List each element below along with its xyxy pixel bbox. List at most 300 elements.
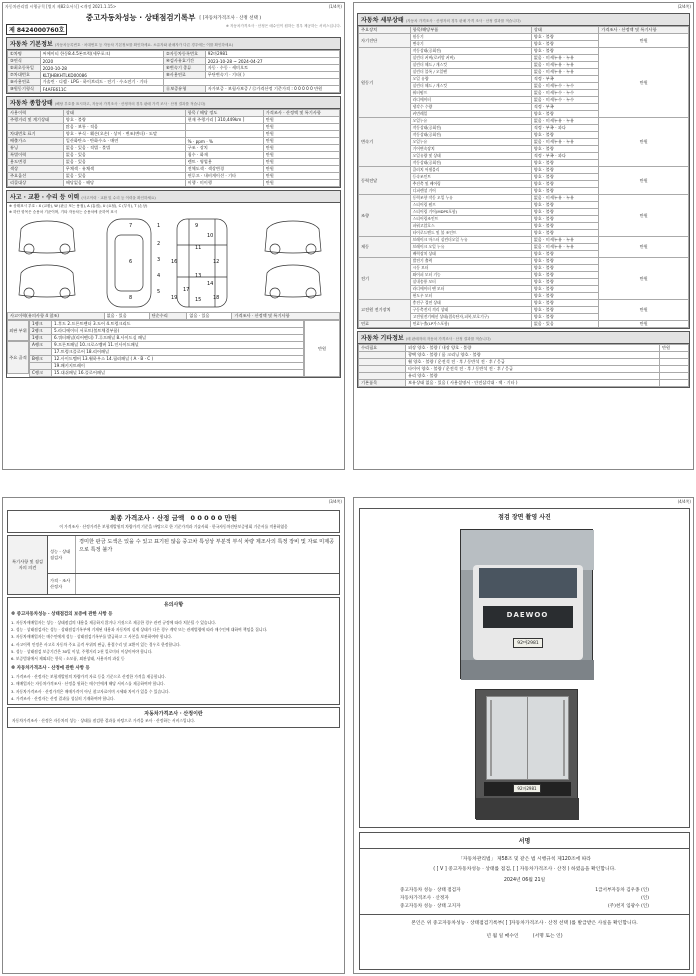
car-left-bottom-icon — [19, 265, 75, 298]
table-row — [8, 58, 340, 65]
truck-rear-photo — [475, 689, 578, 819]
table-row — [8, 79, 340, 86]
detail-item: 동력조향 작동 오일 누유 — [410, 195, 531, 202]
detail-item: 오일유량 및 상태 — [410, 153, 531, 160]
signer-role: 중고자동차 성능 · 상태 점검자 — [400, 888, 461, 893]
detail-state: 양호 · 불량 — [531, 209, 599, 216]
detail-item: 스티어링 펌프 — [410, 202, 531, 209]
rank-label: B랭크 — [30, 356, 52, 363]
detail-item: 실린더 블록 / 오일팬 — [410, 69, 531, 76]
part-number-label: 19 — [171, 295, 178, 301]
accident-note2: ※ 하단 항목은 승용차 기준이며, 기타 자동차는 승용차에 준하여 표시 — [9, 210, 118, 214]
detail-state: 적정 · 부족 — [531, 104, 599, 111]
notice-head: 유의사항 — [163, 602, 184, 608]
part-number-label: 16 — [171, 259, 178, 265]
notice-item: 5. 성능 · 상태점검 보증기간은 30일 이상, 주행거리 2천 킬로미터 이상이어야 합니다. — [11, 648, 153, 654]
detail-head: 자동차 세부상태 — [361, 17, 404, 24]
other-label: 기본품목 — [359, 380, 406, 387]
table-row — [359, 258, 689, 265]
table-row — [30, 328, 304, 335]
page-number: (2/4쪽) — [677, 4, 691, 9]
overall-item: 주행거리 및 계기상태 — [8, 117, 64, 124]
basic-label: ⑦차대번호 — [8, 72, 41, 79]
part-number-label: 18 — [213, 295, 220, 301]
detail-state: 양호 · 불량 — [531, 216, 599, 223]
overall-item: 차대번호 표기 — [8, 131, 64, 138]
detail-item: 작동상태(공회전) — [410, 160, 531, 167]
part-number-label: 3 — [157, 257, 161, 263]
table-row — [8, 131, 340, 138]
accident-history-label: 사고이력(유의사항 4 참조) — [8, 313, 105, 320]
accident-note: (사고이력 · 교환 및 수리 등 이력을 확인하세요) — [81, 196, 156, 200]
signature-date: 2024년 06월 21일 — [503, 878, 546, 883]
accident-legend: ※ 상태표시 부호 : X (교환), W (판금 또는 용접), A (흠집), U (요철), C (부식), T (손상) — [9, 204, 148, 208]
basic-label: ⑩원동기형식 — [8, 86, 41, 93]
signature-head: 서명 — [360, 833, 689, 849]
basic-value: 씨에이티 한동8.4.5톤트럭(세무포크) — [40, 51, 163, 58]
special-section — [7, 535, 340, 595]
detail-item: 오일누유 — [410, 139, 531, 146]
detail-state: 없음 · 미세누유 · 누유 — [531, 118, 599, 125]
accident-history-value: 없음 · 있음 — [104, 313, 149, 320]
detail-group-label: 제동 — [359, 237, 411, 258]
basic-value: 2020-10-28 — [40, 65, 163, 72]
title-option: [ ]자동차가격조사 · 산정 선택 ) — [199, 15, 262, 21]
basic-value: 92마2981 — [205, 51, 339, 58]
detail-group-label: 연료 — [359, 321, 411, 328]
table-row — [30, 321, 304, 328]
overall-state: 없음 · 있음 — [63, 152, 185, 159]
detail-item: 실내송풍 모터 — [410, 279, 531, 286]
table-row — [8, 117, 340, 124]
other-value: 광택 양호 · 불량 / 룸 크리닝 양호 · 불량 — [405, 352, 659, 359]
detail-price: 만원 — [599, 237, 689, 258]
overall-price: 만원 — [263, 145, 339, 152]
overall-price: 만원 — [263, 124, 339, 131]
basic-info-note: (자동차등록번호 · 차대번호 등 자동차 기본정보를 확인하세요. 소유자와 판매자가 다른 경우에는 이를 확인하세요) — [54, 43, 234, 47]
overall-detail: 구조 · 장치 — [185, 145, 263, 152]
buyer-signature: (서명 또는 인) — [532, 934, 563, 939]
detail-item: 타이로드엔드 및 볼 조인트 — [410, 230, 531, 237]
table-row — [359, 48, 689, 55]
detail-state: 없음 · 미세누유 · 누유 — [531, 244, 599, 251]
part-number-label: 11 — [195, 245, 202, 251]
other-info-head: 자동차 기타정보 — [361, 335, 404, 342]
detail-state: 양호 · 불량 — [531, 34, 599, 41]
table-header-row — [359, 27, 689, 34]
detail-state: 없음 · 있음 — [531, 321, 599, 328]
rank-label: C랭크 — [30, 370, 52, 377]
column-header: 주요장치 — [359, 27, 411, 34]
accident-section — [6, 190, 341, 378]
overall-price: 만원 — [263, 159, 339, 166]
detail-state: 양호 · 불량 — [531, 48, 599, 55]
detail-item: 라디에이터 팬 모터 — [410, 286, 531, 293]
detail-item: 오일 유량 — [410, 76, 531, 83]
car-frame-view-icon — [177, 219, 227, 307]
overall-state: 없음 · 있음 — [63, 159, 185, 166]
signer-role: 자동차가격조사 · 산정자 — [400, 896, 449, 901]
column-header: 사용이력 — [8, 110, 64, 117]
notice1-head: ※ 중고자동차성능 · 상태점검의 보증에 관한 사항 등 — [11, 612, 113, 617]
overall-item — [8, 124, 64, 131]
detail-price: 만원 — [599, 167, 689, 195]
part-number-label: 2 — [157, 241, 161, 247]
table-row — [8, 72, 340, 79]
detail-state: 양호 · 불량 — [531, 167, 599, 174]
rank-label: 1랭크 — [30, 321, 52, 328]
basic-value — [164, 79, 340, 86]
final-price-section — [7, 510, 340, 533]
table-row — [359, 380, 689, 387]
rank-label: 2랭크 — [30, 328, 52, 335]
detail-state: 양호 · 불량 — [531, 307, 599, 314]
basic-label: ④검사유효기간 — [164, 58, 206, 65]
perf-inspector-text: 경미한 판금 도색은 있을 수 있고 표기된 않음 중고차 특성상 부분적 부식 차량 제조사의 특정 장비 및 자료 미제공으로 특정 불가 — [79, 539, 335, 553]
detail-price: 만원 — [599, 48, 689, 118]
accident-head: 사고 · 교환 · 수리 등 이력 — [10, 194, 80, 201]
photo-head: 점검 장면 촬영 사진 — [498, 514, 551, 521]
detail-group-label: 조향 — [359, 195, 411, 237]
other-price — [659, 352, 688, 359]
other-price — [659, 359, 688, 366]
detail-state: 적정 · 부족 — [531, 76, 599, 83]
column-header: 상태 — [531, 27, 599, 34]
overall-detail: 썬루프 · 내비게이션 · 기타 — [185, 173, 263, 180]
basic-label: ③연식 — [8, 58, 41, 65]
detail-item: 클러치 어셈블리 — [410, 167, 531, 174]
column-header: 상태 — [63, 110, 185, 117]
detail-item: 배력장치 상태 — [410, 251, 531, 258]
rank-parts: 17.트렁크플로어 18.리어패널 — [52, 349, 304, 356]
table-row — [8, 159, 340, 166]
detail-item: 디퍼렌셜 기어 — [410, 188, 531, 195]
basic-label: ②자동차등록번호 — [164, 51, 206, 58]
detail-item: 등속조인트 — [410, 174, 531, 181]
final-price-note: 이 가격조사 · 산정가격은 보험개발원의 차량가격 기준을 바탕으로 한 기준가격과 기술사회 · 한국자동차진단보증협회 기준서를 적용하였음 — [59, 524, 288, 529]
rank-label — [30, 363, 52, 370]
detail-state: 없음 · 미세누수 · 누수 — [531, 90, 599, 97]
detail-state: 양호 · 불량 — [531, 300, 599, 307]
notice-item: 1. 자동차매매업자는 성능 · 상태점검의 내용을 제공하지 않거나 거짓으로 제공한 경우 관련 규정에 따라 처분될 수 있습니다. — [11, 620, 217, 625]
detail-state: 양호 · 불량 — [531, 146, 599, 153]
part-number-label: 12 — [213, 259, 220, 265]
overall-item: 용도변경 — [8, 159, 64, 166]
table-row — [359, 195, 689, 202]
detail-item: 브레이크 마스터 실린더오일 누유 — [410, 237, 531, 244]
column-header: 항목/해당부품 — [410, 27, 531, 34]
main-frame-label: 주요 골격 — [7, 341, 29, 374]
other-label — [359, 359, 406, 366]
simple-repair-value: 없음 · 있음 — [187, 313, 232, 320]
detail-state: 양호 · 불량 — [531, 265, 599, 272]
appraisal-info-text: 자동차가격조사 · 산정은 자동차의 성능 · 상태를 점검한 결과를 바탕으로 가격을 조사 · 산정하는 서비스입니다. — [12, 718, 196, 724]
overall-price: 만원 — [263, 152, 339, 159]
detail-section — [357, 13, 690, 329]
basic-label: ①차명 — [8, 51, 41, 58]
detail-state: 양호 · 불량 — [531, 202, 599, 209]
table-row — [359, 321, 689, 328]
detail-item: 실린더 헤드 / 개스킷 — [410, 62, 531, 69]
overall-state: 무채색 · 유채색 — [63, 166, 185, 173]
table-row — [30, 335, 304, 342]
detail-state: 양호 · 불량 — [531, 174, 599, 181]
detail-group-label: 전기 — [359, 258, 411, 300]
overall-price: 만원 — [263, 180, 339, 187]
detail-state: 양호 · 불량 — [531, 286, 599, 293]
rank-parts: 12.사이드멤버 13.휠하우스 14.필러패널 ( A · B · C ) — [52, 356, 304, 363]
other-info-section — [357, 331, 690, 388]
column-header: 가격조사 · 산정액 및 특기사항 — [599, 27, 689, 34]
table-row — [30, 356, 304, 363]
detail-item: 연료누출(LP가스포함) — [410, 321, 531, 328]
rank-parts: 15.대쉬패널 16.플로어패널 — [52, 370, 304, 377]
other-label — [359, 373, 406, 380]
page-1 — [2, 2, 345, 470]
table-row — [359, 118, 689, 125]
basic-label: ⑪보증유형 — [164, 86, 206, 93]
table-row — [359, 345, 689, 352]
final-price-value: 0 0 0 0 0 만원 — [190, 514, 238, 522]
detail-item: 작동상태(공회전) — [410, 48, 531, 55]
car-diagram — [7, 215, 342, 311]
signer-name: 1급서부자동차 김우종 (인) — [595, 888, 649, 893]
detail-state: 양호 · 불량 — [531, 188, 599, 195]
basic-value: 무단변속기 · 기타( ) — [205, 72, 339, 79]
basic-label: ⑨사용연료 — [8, 79, 41, 86]
part-number-label: 8 — [129, 295, 133, 301]
car-left-top-icon — [19, 221, 75, 254]
document-number: 제 8424000760호 — [6, 24, 67, 35]
detail-item: 윈도우 모터 — [410, 293, 531, 300]
car-right-top-icon — [265, 221, 321, 254]
table-row — [359, 237, 689, 244]
rank-label: 1랭크 — [30, 335, 52, 342]
notice-item: 6. 보증범위에서 제외되는 항목 : 소모품, 외관상태, 사용자의 과실 등 — [11, 656, 125, 662]
overall-detail: 침수 · 화재 — [185, 152, 263, 159]
table-header-row — [8, 110, 340, 117]
rank-parts: 9.프론트패널 10.크로스멤버 11.인사이드패널 — [52, 342, 304, 349]
overall-detail — [185, 124, 263, 131]
other-info-table — [358, 344, 689, 387]
detail-item: 냉각수 수량 — [410, 104, 531, 111]
overall-state: 많음 · 보통 · 적음 — [63, 124, 185, 131]
page-number: (3/4쪽) — [328, 499, 342, 504]
basic-value: 가솔린 · 디젤 · LPG · 하이브리드 · 전기 · 수소전기 · 기타 — [40, 79, 163, 86]
page-number: (1/4쪽) — [328, 4, 342, 9]
notice-item: 3. 자동차매매업자는 매수인에게 성능 · 상태점검기록부를 발급하고 그 사본을 보관하여야 합니다. — [11, 634, 173, 640]
detail-state: 없음 · 미세누유 · 누유 — [531, 139, 599, 146]
overall-detail: 이행 · 미이행 — [185, 180, 263, 187]
overall-item: 주요옵션 — [8, 173, 64, 180]
notice-item: 1. 가격조사 · 산정자는 보험개발원의 차량가격 자료 등을 기준으로 산정한 가격을 제공합니다. — [11, 674, 167, 680]
notice-item: 4. 가격조사 · 산정자는 산정 결과를 성실히 기재하여야 합니다. — [11, 695, 115, 701]
detail-state: 양호 · 불량 — [531, 132, 599, 139]
overall-state: 없음 · 있음 · 적법 · 불법 — [63, 145, 185, 152]
signature-section — [359, 832, 690, 970]
detail-state: 양호 · 불량 — [531, 314, 599, 321]
signer-row — [360, 894, 689, 902]
overall-price: 만원 — [263, 166, 339, 173]
part-number-label: 1 — [157, 223, 161, 229]
detail-state: 없음 · 미세누수 · 누수 — [531, 97, 599, 104]
overall-detail: 전체도색 · 색상변경 — [185, 166, 263, 173]
part-number-label: 13 — [195, 273, 202, 279]
detail-item: 고전원전기배선 상태(접속단자,피복,보호기구) — [410, 314, 531, 321]
overall-price: 만원 — [263, 131, 339, 138]
column-header: 항목 / 해당 정도 — [185, 110, 263, 117]
table-row — [30, 363, 304, 370]
table-row — [8, 124, 340, 131]
other-value: 유리 양호 · 불량 — [405, 373, 659, 380]
license-plate-front: 92마2981 — [513, 638, 543, 648]
notice-item: 4. 사고이력 인정은 사고로 자동차 주요 골격 부위의 판금, 용접수리 및 교환이 있는 경우로 한정합니다. — [11, 641, 181, 647]
overall-detail: 현재 주행거리 [ 310,449km ] — [185, 117, 263, 124]
overall-detail — [185, 131, 263, 138]
detail-group-label: 고전원 전기장치 — [359, 300, 411, 321]
detail-item: 원동기 — [410, 34, 531, 41]
page-3 — [2, 497, 345, 974]
detail-price: 만원 — [599, 34, 689, 48]
confirm-text: 본인은 위 중고자동차성능 · 상태점검기록부( [ ]자동차가격조사 · 산정 선택 )를 발급받은 사실을 확인합니다. — [360, 914, 689, 926]
table-row — [8, 138, 340, 145]
detail-group-label: 원동기 — [359, 48, 411, 118]
overall-item: 튜닝 — [8, 145, 64, 152]
table-row — [30, 342, 304, 349]
basic-info-head: 자동차 기본정보 — [10, 41, 53, 48]
other-label — [359, 366, 406, 373]
table-row — [8, 51, 340, 58]
rank-parts: 1.후드 2.프론트펜더 3.도어 4.트렁크리드 — [52, 321, 304, 328]
basic-label: ⑧사용연료 — [164, 72, 206, 79]
table-row — [359, 34, 689, 41]
appraisal-info-head: 자동차가격조사 · 산정이란 — [144, 711, 203, 718]
detail-group-label: 변속기 — [359, 118, 411, 167]
notice-item: 3. 자동차가격조사 · 산정가격은 매매가격이 아닌 참고자료이며 시세와 차이가 있을 수 있습니다. — [11, 688, 170, 694]
page-4 — [353, 497, 694, 974]
table-row — [359, 366, 689, 373]
signer-name: (주)천지 임광수 (인) — [607, 904, 649, 909]
page-number: (4/4쪽) — [677, 499, 691, 504]
overall-price: 만원 — [263, 117, 339, 124]
rank-label — [30, 349, 52, 356]
detail-price: 만원 — [599, 118, 689, 167]
buyer-date-line: 년 월 일 매수인 — [486, 934, 519, 939]
notice-item: 2. 매매업자는 자동차가격조사 · 산정을 원하는 매수인에게 해당 서비스를 제공하여야 합니다. — [11, 681, 165, 687]
detail-state: 양호 · 불량 — [531, 111, 599, 118]
detail-state: 양호 · 불량 — [531, 181, 599, 188]
special-label: 특기사항 및 점검자의 의견 — [8, 536, 48, 594]
detail-group-label: 자기진단 — [359, 34, 411, 48]
detail-price: 만원 — [599, 321, 689, 328]
detail-state: 없음 · 미세누유 · 누유 — [531, 62, 599, 69]
table-row — [359, 359, 689, 366]
other-value: 보유상태 없음 · 있음 ( 사용설명서 · 안전삼각대 · 잭 · 기타 ) — [405, 380, 659, 387]
detail-item: 스티어링조인트 — [410, 216, 531, 223]
table-row — [8, 65, 340, 72]
part-number-label: 5 — [157, 289, 161, 295]
table-row — [359, 300, 689, 307]
overall-item: 리콜대상 — [8, 180, 64, 187]
overall-note: (해당 부호를 표시하고, 자동차 가격조사 · 산정자의 경우 판매 가격 조사 · 산정 결과를 적습니다) — [54, 102, 206, 106]
simple-repair-label: 단순수리 — [149, 313, 187, 320]
form-note: 자동차관리법 시행규칙 [별지 제82호서식] <개정 2021.1.15> — [5, 4, 117, 9]
perf-inspector-label: 성능 · 상태 점검자 — [48, 536, 76, 573]
detail-item: 변속기 — [410, 41, 531, 48]
notice2-head: ※ 자동차가격조사 · 산정에 관한 사항 등 — [11, 666, 90, 672]
basic-label: ⑥변속기 종류 — [164, 65, 206, 72]
detail-item: 실린더 커버(로커암 커버) — [410, 55, 531, 62]
part-number-label: 17 — [183, 287, 190, 293]
part-number-label: 7 — [129, 223, 133, 229]
basic-value: 2020 — [40, 58, 163, 65]
license-plate-rear: 92마2981 — [513, 784, 541, 793]
part-number-label: 15 — [195, 297, 202, 303]
other-label — [359, 352, 406, 359]
detail-note: (자동차 가격조사 · 산정자의 경우 판매 가격 조사 · 산정 결과를 적습니다) — [405, 19, 521, 23]
detail-state: 없음 · 미세누수 · 누수 — [531, 83, 599, 90]
overall-item: 특별이력 — [8, 152, 64, 159]
car-right-bottom-icon — [265, 265, 321, 298]
detail-state: 없음 · 미세누유 · 누유 — [531, 237, 599, 244]
part-number-label: 10 — [207, 233, 214, 239]
other-value: 휠 양호 · 불량 / 운전석 전 · 후 / 동반석 전 · 후 / 응급 — [405, 359, 659, 366]
detail-item: 브레이크 오일 누유 — [410, 244, 531, 251]
detail-item: 와이퍼 모터 기능 — [410, 272, 531, 279]
detail-table — [358, 26, 689, 328]
truck-brand: DAEWOO — [506, 611, 549, 619]
overall-state: 일산화탄소 · 탄화수소 · 매연 — [63, 138, 185, 145]
part-number-label: 4 — [157, 273, 161, 279]
other-value: 외장 양호 · 불량 / 내장 양호 · 불량 — [405, 345, 659, 352]
detail-state: 양호 · 불량 — [531, 41, 599, 48]
basic-value: 자동 · 수동 · 세미오토 — [205, 65, 339, 72]
basic-value: 2023-10-28 ~ 2024-04-27 — [205, 58, 339, 65]
table-row — [359, 352, 689, 359]
rank-parts: 5.라디에이터 서포트(볼트체결부품) — [52, 328, 304, 335]
detail-item: 작동상태(공회전) — [410, 132, 531, 139]
basic-value: F4AFE611C — [40, 86, 163, 93]
notice-section — [7, 597, 340, 705]
detail-state: 적정 · 부족 · 과다 — [531, 153, 599, 160]
table-row — [8, 173, 340, 180]
detail-state: 없음 · 미세누유 · 누유 — [531, 55, 599, 62]
detail-state: 양호 · 불량 — [531, 258, 599, 265]
overall-state: 없음 · 있음 — [63, 173, 185, 180]
basic-value: 자가보증 · 보험사보증 / ⑫가격산정 기준가격 : 0 0 0 0 0 만원 — [205, 86, 339, 93]
detail-state: 양호 · 불량 — [531, 272, 599, 279]
other-value: 타이어 양호 · 불량 / 운전석 전 · 후 / 동반석 전 · 후 / 응급 — [405, 366, 659, 373]
detail-item: 구동축전지 격리 상태 — [410, 307, 531, 314]
overall-item: 배출가스 — [8, 138, 64, 145]
basic-value: KLTJHBKHTLKD00086 — [40, 72, 163, 79]
other-price — [659, 366, 688, 373]
overall-head: 자동차 종합상태 — [10, 100, 53, 107]
part-number-label: 14 — [207, 281, 214, 287]
basic-info-table — [7, 50, 340, 93]
table-row — [8, 166, 340, 173]
law-text: 「자동차관리법」 제58조 및 같은 법 시행규칙 제120조에 따라 — [458, 857, 591, 862]
detail-item: 워터펌프 — [410, 90, 531, 97]
page-2 — [353, 2, 694, 470]
detail-state: 양호 · 불량 — [531, 293, 599, 300]
table-row — [359, 167, 689, 174]
detail-item: 충전구 절연 상태 — [410, 300, 531, 307]
rank-label: A랭크 — [30, 342, 52, 349]
detail-item: 작동상태(공회전) — [410, 125, 531, 132]
other-price — [659, 380, 688, 387]
overall-price: 만원 — [263, 173, 339, 180]
